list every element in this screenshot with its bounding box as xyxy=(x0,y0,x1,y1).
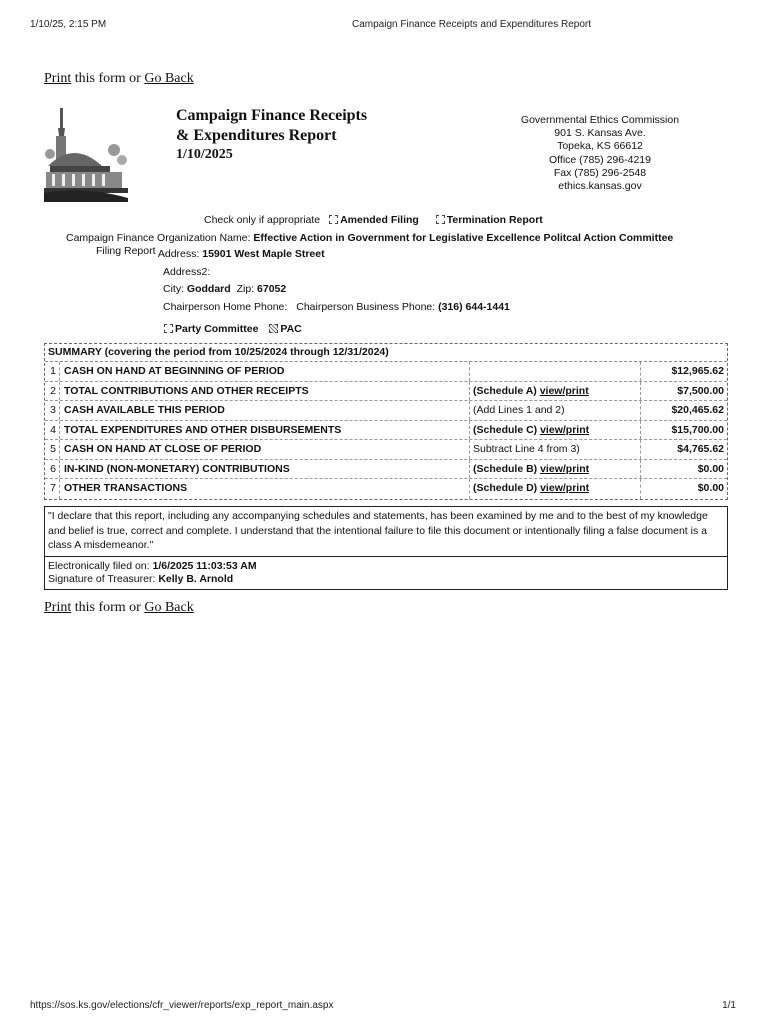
filed-on-label: Electronically filed on: xyxy=(48,559,150,572)
city-label: City: xyxy=(163,283,184,295)
summary-schedule-text: (Schedule B) xyxy=(473,462,541,475)
summary-rows xyxy=(45,362,727,499)
agency-website: ethics.kansas.gov xyxy=(558,180,642,193)
treasurer-value: Kelly B. Arnold xyxy=(158,572,234,585)
print-title: Campaign Finance Receipts and Expenditures Report xyxy=(352,19,592,30)
go-back-link[interactable]: Go Back xyxy=(144,71,194,86)
address-value: 15901 West Maple Street xyxy=(202,248,325,260)
city-zip-row xyxy=(163,283,286,295)
filing-flags xyxy=(204,214,543,226)
business-phone-value: (316) 644-1441 xyxy=(438,301,510,313)
page-url: https://sos.ks.gov/elections/cfr_viewer/reports/exp_report_main.aspx xyxy=(30,1000,334,1011)
summary-schedule-cell xyxy=(469,421,641,440)
summary-line-label: CASH ON HAND AT BEGINNING OF PERIOD xyxy=(64,365,285,377)
print-datetime: 1/10/25, 2:15 PM xyxy=(30,19,107,30)
summary-line-number: 3 xyxy=(45,401,60,420)
agency-address-block xyxy=(500,114,700,193)
print-footer xyxy=(30,1000,740,1014)
summary-row xyxy=(45,479,727,499)
print-link-bottom[interactable]: Print xyxy=(44,600,72,615)
party-committee-checkbox[interactable] xyxy=(164,324,173,333)
nav-middle-text: this form or xyxy=(71,71,145,86)
amended-filing-checkbox[interactable] xyxy=(329,215,338,224)
summary-row xyxy=(45,401,727,421)
summary-schedule-cell xyxy=(469,440,641,459)
summary-row xyxy=(45,421,727,441)
view-print-link[interactable]: view/print xyxy=(540,482,590,494)
summary-amount: $0.00 xyxy=(697,462,724,475)
termination-report-label: Termination Report xyxy=(446,214,543,226)
address2-row xyxy=(163,266,210,278)
summary-row xyxy=(45,460,727,480)
treasurer-label: Signature of Treasurer: xyxy=(48,572,156,585)
summary-schedule-text: (Add Lines 1 and 2) xyxy=(473,404,565,416)
summary-amount: $0.00 xyxy=(697,482,724,494)
summary-amount: $20,465.62 xyxy=(671,404,724,416)
zip-value: 67052 xyxy=(257,283,287,295)
zip-label: Zip: xyxy=(236,283,255,295)
agency-name: Governmental Ethics Commission xyxy=(520,114,680,126)
print-header xyxy=(30,19,740,33)
view-print-link[interactable]: view/print xyxy=(539,384,589,397)
address-row xyxy=(96,245,325,260)
report-date: 1/10/2025 xyxy=(176,147,233,162)
summary-line-label: CASH AVAILABLE THIS PERIOD xyxy=(64,404,225,416)
summary-amount: $7,500.00 xyxy=(677,384,724,397)
summary-line-number: 2 xyxy=(45,382,60,401)
termination-report-checkbox[interactable] xyxy=(436,215,445,224)
agency-fax: Fax (785) 296-2548 xyxy=(553,166,647,179)
capitol-logo xyxy=(44,104,132,204)
summary-heading: SUMMARY (covering the period from 10/25/2024 through 12/31/2024) xyxy=(45,344,727,362)
view-print-link[interactable]: view/print xyxy=(540,423,590,436)
summary-schedule-cell xyxy=(469,362,641,381)
filed-on-row xyxy=(48,560,724,573)
summary-schedule-text: (Schedule C) xyxy=(473,423,541,436)
summary-amount: $15,700.00 xyxy=(671,423,724,436)
summary-schedule-cell xyxy=(469,460,641,479)
summary-schedule-cell xyxy=(469,401,641,420)
summary-amount: $4,765.62 xyxy=(677,443,724,455)
home-phone-label: Chairperson Home Phone: xyxy=(163,301,288,313)
summary-line-number: 4 xyxy=(45,421,60,440)
summary-line-label: TOTAL CONTRIBUTIONS AND OTHER RECEIPTS xyxy=(64,384,309,397)
page-number: 1/1 xyxy=(722,1000,736,1011)
org-name-value: Effective Action in Government for Legislative Excellence Politcal Action Committee xyxy=(253,232,674,244)
committee-type-row xyxy=(158,323,302,335)
declaration-box xyxy=(44,506,728,590)
treasurer-row xyxy=(48,573,724,586)
report-title-line1: Campaign Finance Receipts xyxy=(176,107,368,124)
nav-middle-text-bottom: this form or xyxy=(71,600,145,615)
address2-label: Address2: xyxy=(163,266,211,278)
business-phone-label: Chairperson Business Phone: xyxy=(296,301,436,313)
org-name-label: Campaign Finance Organization Name: xyxy=(66,232,251,244)
summary-row xyxy=(45,382,727,402)
organization-name-row xyxy=(66,232,673,244)
summary-line-number: 6 xyxy=(45,460,60,479)
top-nav xyxy=(44,71,194,87)
view-print-link[interactable]: view/print xyxy=(540,462,590,475)
summary-line-label: IN-KIND (NON-MONETARY) CONTRIBUTIONS xyxy=(64,462,290,475)
summary-amount: $12,965.62 xyxy=(671,365,724,377)
amended-filing-label: Amended Filing xyxy=(340,214,419,226)
city-value: Goddard xyxy=(186,283,231,295)
party-committee-label: Party Committee xyxy=(175,323,259,335)
summary-schedule-cell xyxy=(469,479,641,499)
bottom-nav xyxy=(44,600,194,616)
report-title-line2: & Expenditures Report xyxy=(176,127,337,144)
declaration-fields xyxy=(45,557,727,589)
summary-line-label: TOTAL EXPENDITURES AND OTHER DISBURSEMENTS xyxy=(64,423,342,436)
filed-on-value: 1/6/2025 11:03:53 AM xyxy=(152,559,257,572)
agency-city: Topeka, KS 66612 xyxy=(557,140,643,153)
summary-row xyxy=(45,440,727,460)
filing-report-label: Filing Report xyxy=(96,245,156,257)
summary-line-number: 7 xyxy=(45,479,60,499)
summary-schedule-text: Subtract Line 4 from 3) xyxy=(473,443,580,455)
summary-schedule-text: (Schedule A) xyxy=(473,384,540,397)
declaration-text: "I declare that this report, including any accompanying schedules and statements, has been examined by me and to the best of my knowledge and belief is true, correct and complete. I understand that the intentional failure to file this document or intentionally filing a false document is a class A misdemeanor." xyxy=(45,507,727,557)
summary-row xyxy=(45,362,727,382)
phone-row xyxy=(163,301,510,313)
summary-line-label: CASH ON HAND AT CLOSE OF PERIOD xyxy=(64,443,262,455)
summary-table xyxy=(44,343,728,500)
agency-office-phone: Office (785) 296-4219 xyxy=(549,153,651,166)
summary-line-number: 5 xyxy=(45,440,60,459)
summary-line-label: OTHER TRANSACTIONS xyxy=(64,482,188,494)
go-back-link-bottom[interactable]: Go Back xyxy=(144,600,194,615)
agency-street: 901 S. Kansas Ave. xyxy=(554,127,646,140)
flags-prompt: Check only if appropriate xyxy=(204,214,321,226)
pac-checkbox[interactable] xyxy=(269,324,278,333)
print-link[interactable]: Print xyxy=(44,71,72,86)
summary-schedule-cell xyxy=(469,382,641,401)
address-label: Address: xyxy=(157,248,200,260)
report-title xyxy=(176,106,367,146)
pac-label: PAC xyxy=(280,323,302,335)
summary-schedule-text: (Schedule D) xyxy=(473,482,541,494)
summary-line-number: 1 xyxy=(45,362,60,381)
